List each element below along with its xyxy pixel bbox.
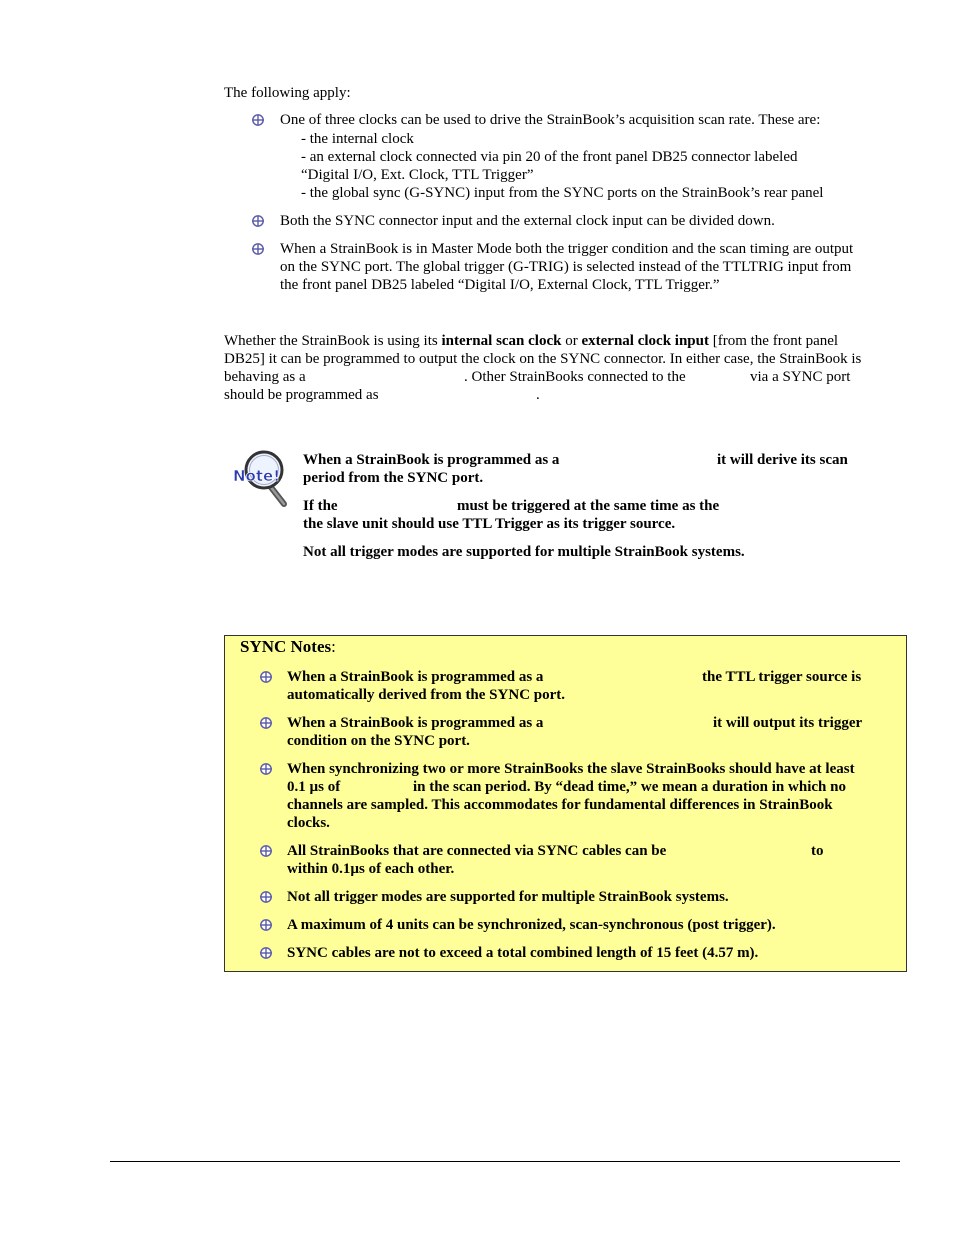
footer-rule (110, 1161, 900, 1162)
sync-note-text: condition on the SYNC port. (287, 733, 470, 749)
paragraph-line: DB25] it can be programmed to output the clock on the SYNC connector. In either case, the StrainBook is (224, 351, 862, 367)
bullet-text: the front panel DB25 labeled “Digital I/O, External Clock, TTL Trigger.” (280, 277, 720, 293)
clock-item: - an external clock connected via pin 20 of the front panel DB25 connector labeled (301, 149, 798, 165)
sync-note-text: automatically derived from the SYNC port. (287, 687, 566, 703)
sync-note-text: When synchronizing two or more StrainBooks the slave StrainBooks should have at least (287, 761, 855, 777)
paragraph-text: . (536, 387, 540, 403)
sync-note-bullet-icon (259, 918, 273, 932)
sync-note-text: A maximum of 4 units can be synchronized, scan-synchronous (post trigger). (287, 917, 776, 933)
sync-note-text: in the scan period. By “dead time,” we mean a duration in which no (413, 779, 846, 795)
sync-note-text: 0.1 µs of (287, 779, 341, 795)
sync-note-text: SYNC cables are not to exceed a total combined length of 15 feet (4.57 m). (287, 945, 759, 961)
sync-note-text: it will output its trigger (713, 715, 863, 731)
sync-note-bullet-icon (259, 890, 273, 904)
note-magnifier-icon (230, 448, 292, 510)
sync-note-text: clocks. (287, 815, 330, 831)
bullet-text: Both the SYNC connector input and the external clock input can be divided down. (280, 213, 775, 229)
sync-note-text: All StrainBooks that are connected via SYNC cables can be (287, 843, 667, 859)
note-text: If the (303, 498, 338, 514)
paragraph-text: should be programmed as (224, 387, 379, 403)
paragraph-text: or (561, 333, 582, 349)
sync-note-bullet-icon (259, 844, 273, 858)
bullet-icon (251, 214, 265, 228)
external-clock-input-term: external clock input (581, 333, 709, 349)
sync-notes-heading (240, 637, 336, 657)
sync-note-text: channels are sampled. This accommodates for fundamental differences in StrainBook (287, 797, 833, 813)
note-icon-text: Note! (233, 467, 281, 485)
note-text: it will derive its scan (717, 452, 848, 468)
bullet-text: One of three clocks can be used to drive the StrainBook’s acquisition scan rate. These are: (280, 112, 821, 128)
sync-notes-title: SYNC Notes (240, 637, 332, 656)
sync-note-text: When a StrainBook is programmed as a (287, 715, 544, 731)
internal-scan-clock-term: internal scan clock (441, 333, 562, 349)
sync-note-text: to (811, 843, 824, 859)
note-text: When a StrainBook is programmed as a (303, 452, 560, 468)
note-text: period from the SYNC port. (303, 470, 484, 486)
paragraph-text: Whether the StrainBook is using its (224, 333, 442, 349)
paragraph-line (224, 332, 838, 350)
paragraph-text: [from the front panel (708, 333, 839, 349)
bullet-icon (251, 113, 265, 127)
sync-note-text: Not all trigger modes are supported for multiple StrainBook systems. (287, 889, 729, 905)
paragraph-text: via a SYNC port (750, 369, 851, 385)
bullet-icon (251, 242, 265, 256)
sync-note-text: within 0.1µs of each other. (287, 861, 455, 877)
bullet-text: on the SYNC port. The global trigger (G-TRIG) is selected instead of the TTLTRIG input from (280, 259, 852, 275)
sync-note-bullet-icon (259, 762, 273, 776)
sync-note-text: the TTL trigger source is (702, 669, 862, 685)
clock-item: - the internal clock (301, 131, 414, 147)
paragraph-text: . Other StrainBooks connected to the (464, 369, 686, 385)
sync-note-bullet-icon (259, 946, 273, 960)
sync-notes-colon: : (331, 637, 336, 656)
sync-note-bullet-icon (259, 716, 273, 730)
note-text: Not all trigger modes are supported for multiple StrainBook systems. (303, 544, 745, 560)
sync-note-bullet-icon (259, 670, 273, 684)
clock-item: “Digital I/O, Ext. Clock, TTL Trigger” (301, 167, 534, 183)
intro-text: The following apply: (224, 85, 351, 101)
note-text: must be triggered at the same time as the (457, 498, 720, 514)
clock-item: - the global sync (G-SYNC) input from the SYNC ports on the StrainBook’s rear panel (301, 185, 824, 201)
note-text: the slave unit should use TTL Trigger as its trigger source. (303, 516, 676, 532)
bullet-text: When a StrainBook is in Master Mode both the trigger condition and the scan timing are output (280, 241, 854, 257)
sync-note-text: When a StrainBook is programmed as a (287, 669, 544, 685)
paragraph-text: behaving as a (224, 369, 306, 385)
